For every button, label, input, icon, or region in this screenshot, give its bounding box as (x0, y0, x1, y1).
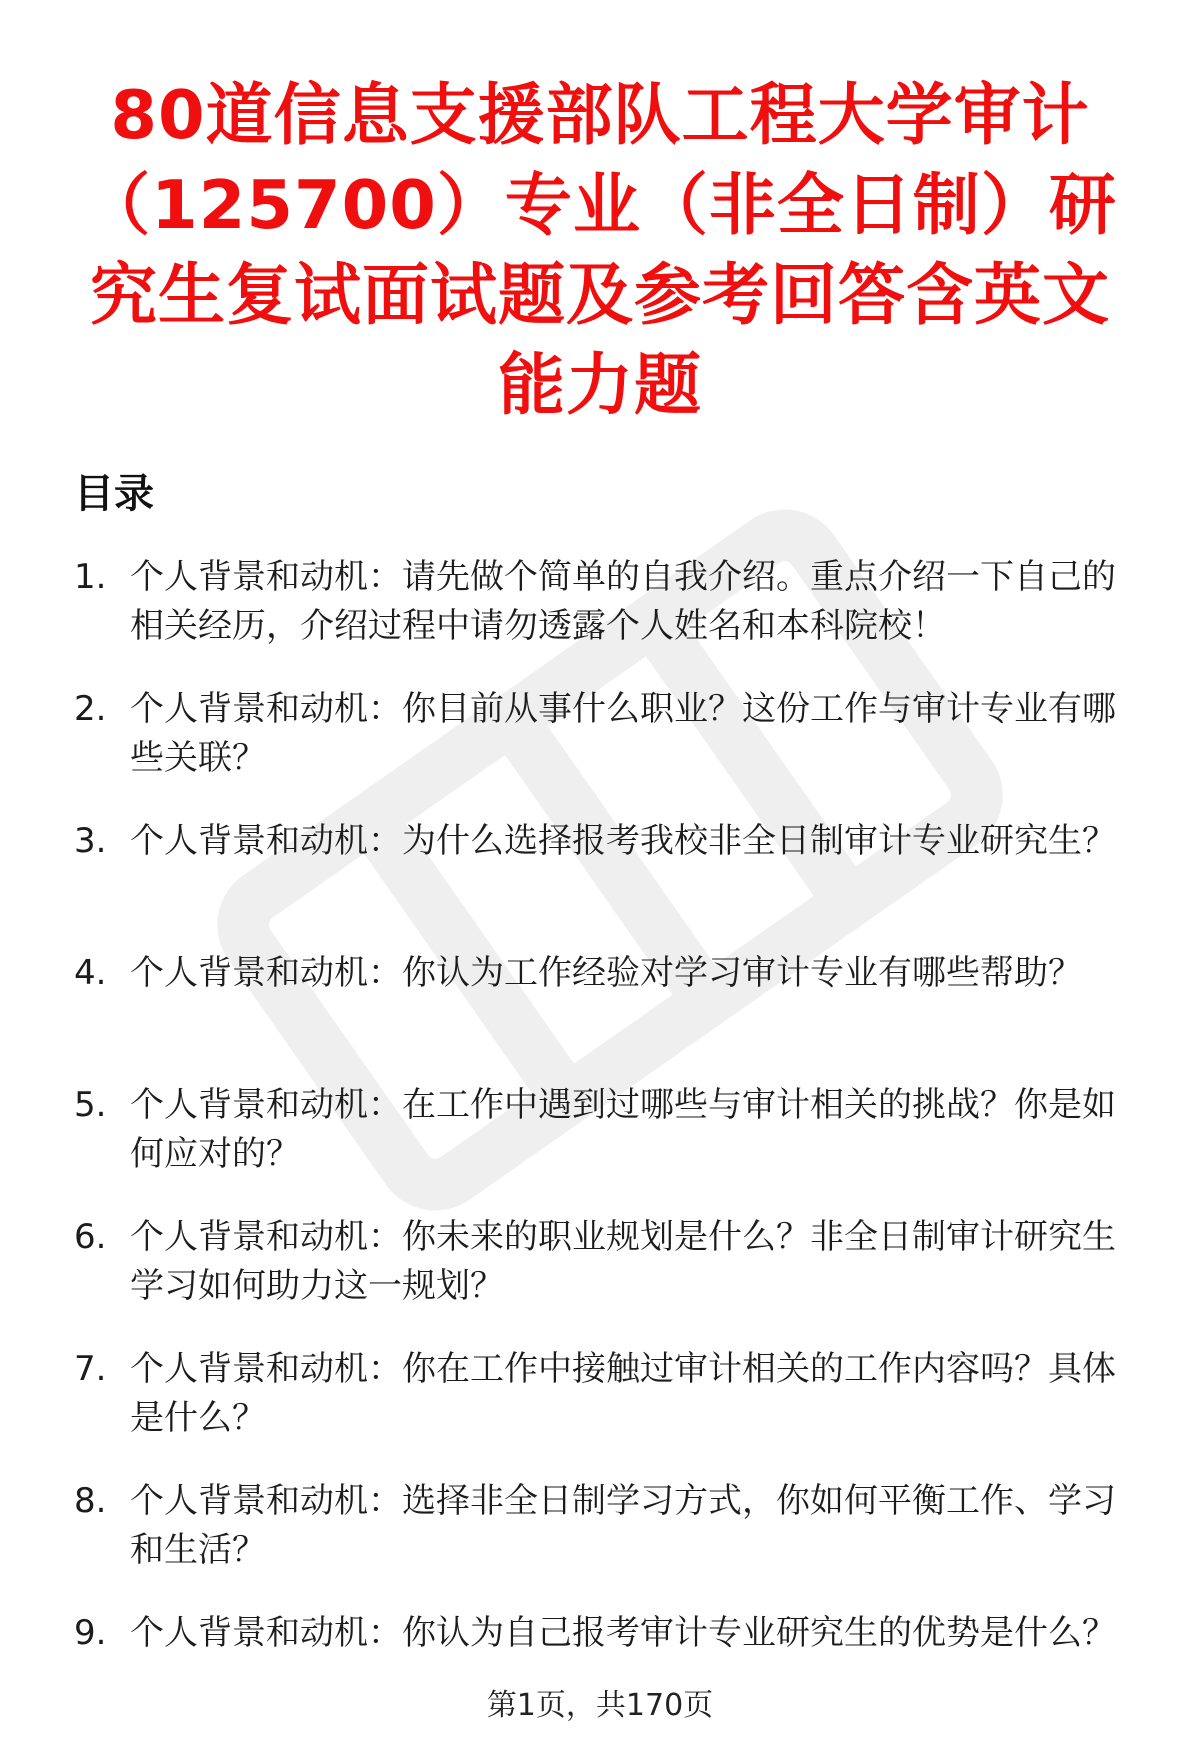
toc-item-number: 9. (74, 1613, 107, 1653)
toc-item-number: 1. (74, 557, 107, 597)
toc-item-text: 个人背景和动机：在工作中遇到过哪些与审计相关的挑战？你是如何应对的？ (130, 1085, 1116, 1174)
toc-item-text: 个人背景和动机：你未来的职业规划是什么？非全日制审计研究生学习如何助力这一规划？ (130, 1217, 1116, 1306)
toc-item-number: 8. (74, 1481, 107, 1521)
toc-item-text: 个人背景和动机：为什么选择报考我校非全日制审计专业研究生？ (130, 821, 1116, 861)
toc-item-text: 个人背景和动机：选择非全日制学习方式，你如何平衡工作、学习和生活？ (130, 1481, 1116, 1570)
toc-item-text: 个人背景和动机：你目前从事什么职业？这份工作与审计专业有哪些关联？ (130, 689, 1116, 778)
toc-item-text: 个人背景和动机：你在工作中接触过审计相关的工作内容吗？具体是什么？ (130, 1349, 1116, 1438)
toc-item-2[interactable] (74, 685, 1144, 783)
toc-item-number: 7. (74, 1349, 107, 1389)
toc-item-8[interactable] (74, 1477, 1144, 1575)
toc-item-number: 6. (74, 1217, 107, 1257)
toc-item-6[interactable] (74, 1213, 1144, 1311)
toc-item-text: 个人背景和动机：你认为工作经验对学习审计专业有哪些帮助？ (130, 953, 1082, 993)
toc-item-number: 4. (74, 953, 107, 993)
toc-heading: 目录 (74, 471, 154, 517)
page-footer: 第1页，共170页 (486, 1688, 714, 1723)
toc-item-4[interactable] (74, 949, 1144, 1047)
toc-item-1[interactable] (74, 553, 1144, 651)
document-title: 80道信息支援部队工程大学审计（125700）专业（非全日制）研究生复试面试题及参考回答含英文能力题 (83, 76, 1117, 424)
toc-item-3[interactable] (74, 817, 1144, 915)
toc-item-number: 2. (74, 689, 107, 729)
toc-item-number: 5. (74, 1085, 107, 1125)
toc-item-5[interactable] (74, 1081, 1144, 1179)
toc-item-text: 个人背景和动机：请先做个简单的自我介绍。重点介绍一下自己的相关经历，介绍过程中请勿透露个人姓名和本科院校！ (130, 557, 1116, 646)
toc-list (74, 553, 1144, 1741)
toc-item-number: 3. (74, 821, 107, 861)
toc-item-7[interactable] (74, 1345, 1144, 1443)
toc-item-text: 个人背景和动机：你认为自己报考审计专业研究生的优势是什么？ (130, 1613, 1116, 1653)
